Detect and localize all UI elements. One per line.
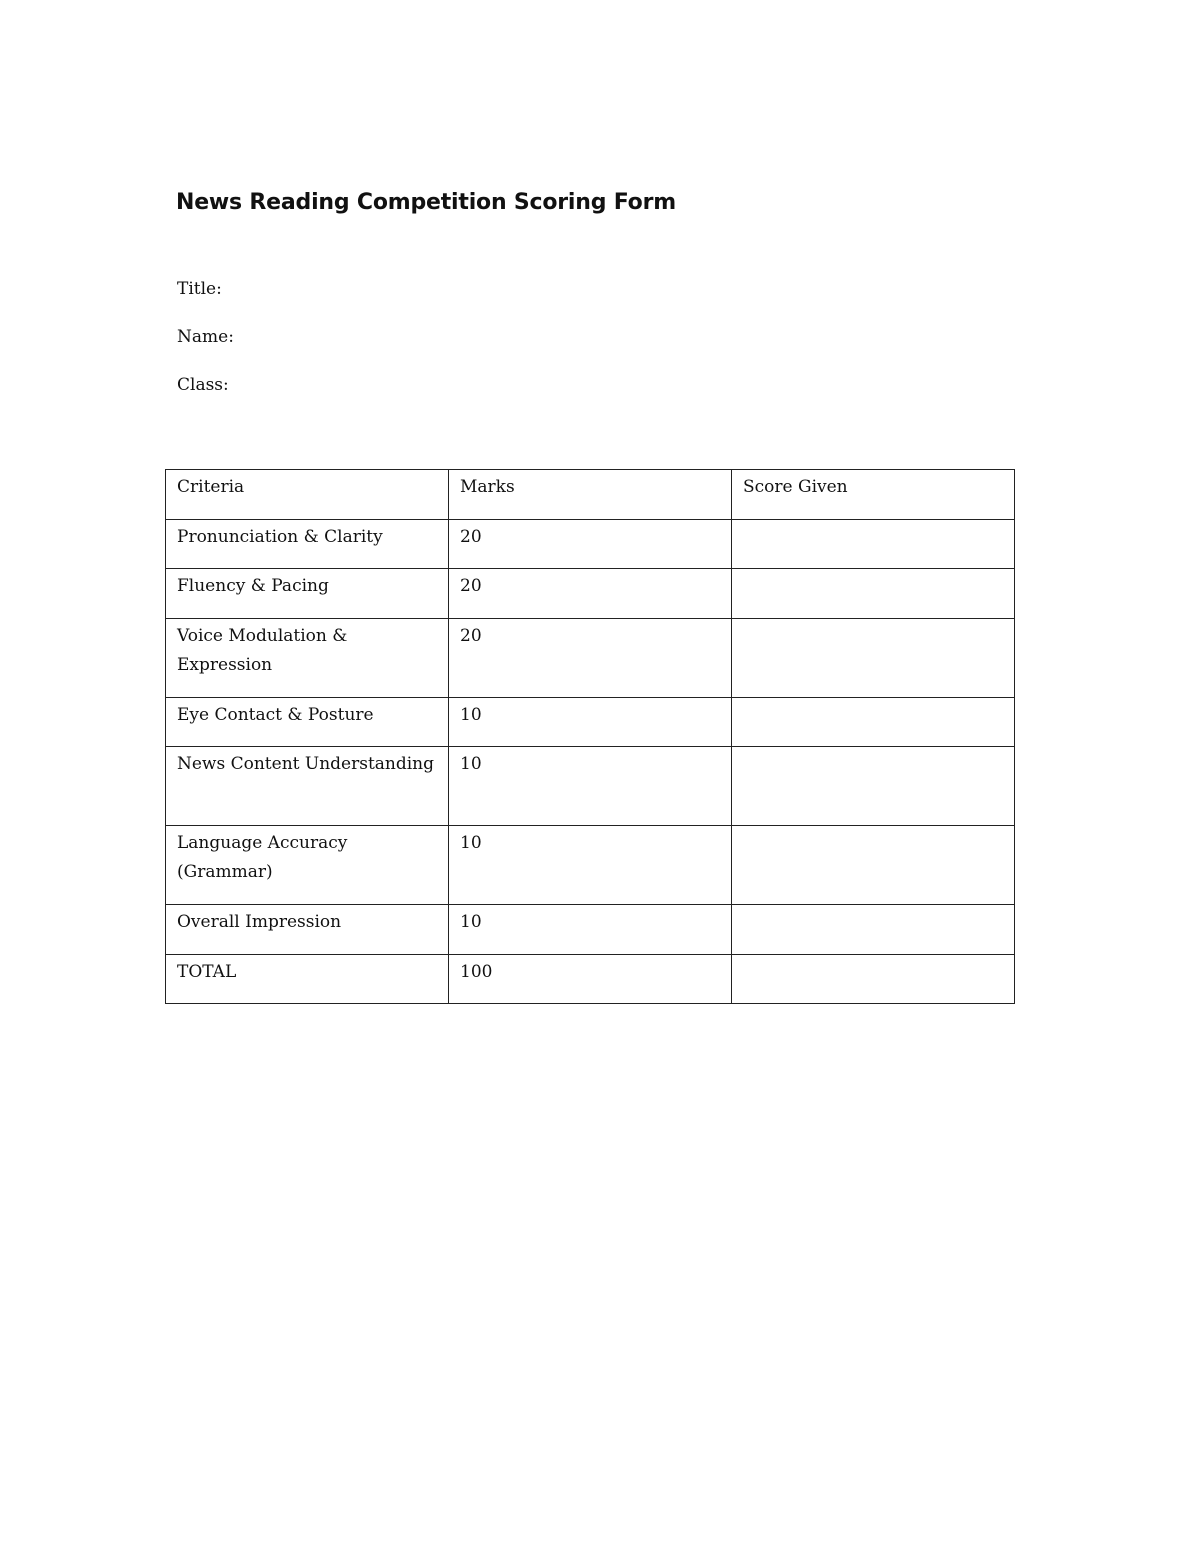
- header-score-given: Score Given: [732, 470, 1015, 520]
- criteria-cell: Pronunciation & Clarity: [166, 519, 449, 569]
- criteria-cell: Language Accuracy (Grammar): [166, 826, 449, 905]
- marks-cell: 10: [449, 905, 732, 955]
- header-marks: Marks: [449, 470, 732, 520]
- score-given-cell[interactable]: [732, 618, 1015, 697]
- score-given-cell[interactable]: [732, 519, 1015, 569]
- table-row: [166, 569, 1015, 619]
- table-row: [166, 747, 1015, 826]
- marks-cell: 10: [449, 747, 732, 826]
- criteria-cell: TOTAL: [166, 954, 449, 1004]
- score-given-cell[interactable]: [732, 954, 1015, 1004]
- marks-cell: 20: [449, 569, 732, 619]
- score-given-cell[interactable]: [732, 697, 1015, 747]
- marks-cell: 20: [449, 618, 732, 697]
- table-row: [166, 826, 1015, 905]
- marks-cell: 10: [449, 697, 732, 747]
- marks-cell: 10: [449, 826, 732, 905]
- table-total-row: [166, 954, 1015, 1004]
- score-given-cell[interactable]: [732, 826, 1015, 905]
- header-criteria: Criteria: [166, 470, 449, 520]
- criteria-cell: News Content Understanding: [166, 747, 449, 826]
- criteria-cell: Fluency & Pacing: [166, 569, 449, 619]
- table-row: [166, 519, 1015, 569]
- class-field-label: Class:: [177, 375, 229, 395]
- table-row: [166, 618, 1015, 697]
- score-given-cell[interactable]: [732, 747, 1015, 826]
- criteria-cell: Eye Contact & Posture: [166, 697, 449, 747]
- score-given-cell[interactable]: [732, 569, 1015, 619]
- scoring-table: [165, 469, 1015, 1004]
- document-title: News Reading Competition Scoring Form: [176, 190, 676, 215]
- name-field-label: Name:: [177, 327, 234, 347]
- marks-cell: 100: [449, 954, 732, 1004]
- criteria-cell: Overall Impression: [166, 905, 449, 955]
- table-row: [166, 697, 1015, 747]
- criteria-cell: Voice Modulation & Expression: [166, 618, 449, 697]
- table-row: [166, 905, 1015, 955]
- table-header-row: [166, 470, 1015, 520]
- marks-cell: 20: [449, 519, 732, 569]
- score-given-cell[interactable]: [732, 905, 1015, 955]
- title-field-label: Title:: [177, 279, 222, 299]
